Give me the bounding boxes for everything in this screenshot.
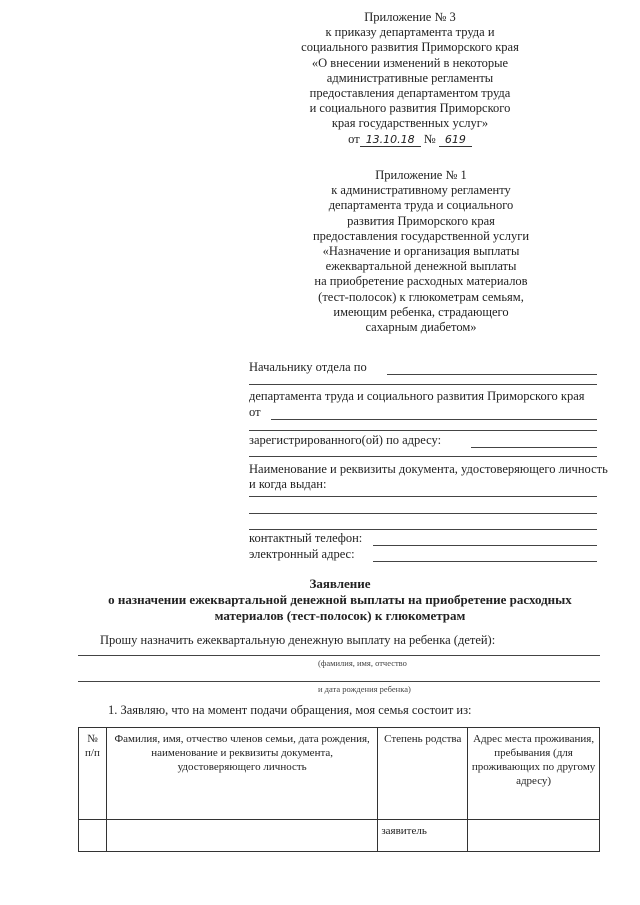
child-birth-field[interactable] bbox=[78, 681, 600, 682]
appendix-1-line: предоставления государственной услуги bbox=[312, 228, 530, 243]
document-field-3[interactable] bbox=[249, 529, 597, 530]
registered-label: зарегистрированного(ой) по адресу: bbox=[249, 433, 442, 447]
appendix-1-block bbox=[265, 168, 577, 335]
header-full-name: Фамилия, имя, отчество членов семьи, дата рождения, наименование и реквизиты документа, удостоверяющего личность bbox=[106, 728, 377, 820]
appendix-3-line: «О внесении изменений в некоторые bbox=[311, 55, 509, 70]
appendix-3-line: Приложение № 3 bbox=[364, 10, 456, 24]
statement-title: Заявление bbox=[309, 576, 371, 591]
from-label: от bbox=[249, 405, 261, 419]
email-row bbox=[249, 547, 597, 563]
document-field-1[interactable] bbox=[249, 496, 597, 497]
cell-address[interactable] bbox=[468, 820, 600, 852]
document-label-2: и когда выдан: bbox=[249, 477, 327, 491]
email-field[interactable] bbox=[373, 561, 597, 562]
header-number: № п/п bbox=[79, 728, 107, 820]
statement-subtitle-2: материалов (тест-полосок) к глюкометрам bbox=[214, 608, 466, 623]
statement-subtitle-1: о назначении ежеквартальной денежной выплаты на приобретение расходных bbox=[108, 592, 572, 607]
from-field[interactable] bbox=[271, 419, 597, 420]
cell-number[interactable] bbox=[79, 820, 107, 852]
appendix-3-line: предоставления департаментом труда bbox=[309, 86, 511, 101]
appendix-1-line: имеющим ребенка, страдающего bbox=[333, 304, 509, 319]
order-reference bbox=[300, 132, 520, 147]
family-intro: 1. Заявляю, что на момент подачи обращения, моя семья состоит из: bbox=[108, 703, 472, 717]
appendix-3-line: и социального развития Приморского bbox=[309, 101, 511, 116]
family-table bbox=[78, 727, 600, 852]
table-header-row bbox=[79, 728, 600, 820]
dept-label: департамента труда и социального развития Приморского края bbox=[249, 389, 585, 403]
head-row bbox=[249, 360, 597, 376]
from-row bbox=[249, 405, 597, 421]
appendix-3-block bbox=[300, 10, 520, 147]
head-field[interactable] bbox=[387, 374, 597, 375]
phone-field[interactable] bbox=[373, 545, 597, 546]
appendix-1-line: сахарным диабетом» bbox=[365, 320, 477, 335]
phone-row bbox=[249, 531, 597, 547]
phone-label: контактный телефон: bbox=[249, 531, 363, 545]
order-date: 13.10.18 bbox=[360, 133, 421, 147]
document-label: Наименование и реквизиты документа, удостоверяющего личность bbox=[249, 462, 608, 476]
order-number: 619 bbox=[439, 133, 472, 147]
appendix-1-line: ежеквартальной денежной выплаты bbox=[325, 259, 517, 274]
request-text: Прошу назначить ежеквартальную денежную выплату на ребенка (детей): bbox=[100, 633, 496, 647]
table-row bbox=[79, 820, 600, 852]
document-row-2 bbox=[249, 477, 597, 493]
header-relation: Степень родства bbox=[378, 728, 468, 820]
document-field-2[interactable] bbox=[249, 513, 597, 514]
dept-row bbox=[249, 389, 597, 405]
appendix-1-line: к административному регламенту bbox=[331, 183, 511, 198]
caption-name: (фамилия, имя, отчество bbox=[318, 658, 407, 668]
cell-relation: заявитель bbox=[378, 820, 468, 852]
appendix-1-line: развития Приморского края bbox=[347, 213, 495, 228]
document-row bbox=[249, 462, 608, 478]
address-field-continued[interactable] bbox=[249, 456, 597, 457]
appendix-1-line: «Назначение и организация выплаты bbox=[322, 244, 520, 259]
appendix-3-line: края государственных услуг» bbox=[331, 116, 489, 131]
appendix-3-line: административные регламенты bbox=[326, 70, 494, 85]
from-field-continued[interactable] bbox=[249, 430, 597, 431]
registered-row bbox=[249, 433, 597, 449]
appendix-1-line: департамента труда и социального bbox=[328, 198, 514, 213]
cell-full-name[interactable] bbox=[106, 820, 377, 852]
appendix-1-line: (тест-полосок) к глюкометрам семьям, bbox=[318, 289, 524, 304]
appendix-1-line: Приложение № 1 bbox=[375, 168, 467, 182]
appendix-1-line: на приобретение расходных материалов bbox=[314, 274, 528, 289]
head-label: Начальнику отдела по bbox=[249, 360, 367, 374]
email-label: электронный адрес: bbox=[249, 547, 355, 561]
caption-birth: и дата рождения ребенка) bbox=[318, 684, 411, 694]
head-field-continued[interactable] bbox=[249, 384, 597, 385]
appendix-3-line: к приказу департамента труда и bbox=[325, 25, 495, 40]
statement-title-block bbox=[60, 576, 620, 624]
order-from-label: от bbox=[348, 131, 360, 146]
child-name-field[interactable] bbox=[78, 655, 600, 656]
appendix-3-line: социального развития Приморского края bbox=[301, 40, 519, 55]
header-address: Адрес места проживания, пребывания (для проживающих по другому адресу) bbox=[468, 728, 600, 820]
address-field[interactable] bbox=[471, 447, 597, 448]
order-number-label: № bbox=[423, 131, 436, 146]
